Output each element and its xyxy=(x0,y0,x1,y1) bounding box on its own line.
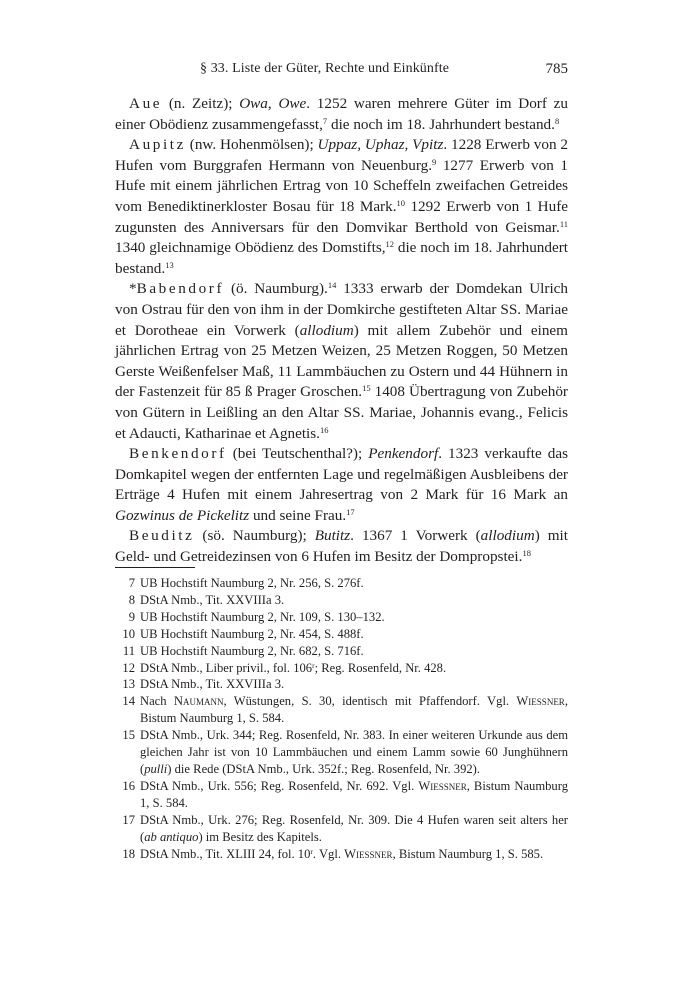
footnote-ref[interactable]: 17 xyxy=(346,506,355,517)
entry-text: die noch im 18. Jahrhundert bestand. xyxy=(327,115,555,133)
footnote-text xyxy=(140,660,568,677)
footnote-number: 13 xyxy=(122,677,135,692)
entry-text: . 1228 Erwerb von 2 Hufen vom Burggrafen Hermann von Neuenburg. xyxy=(115,136,568,174)
footnote-body: , Bistum Naumburg 1, S. 585. xyxy=(392,846,544,861)
footnote xyxy=(115,778,568,812)
location: (ö. Naumburg). xyxy=(224,280,328,298)
entry-text: ) mit allem Zubehör und einem jährlichen Ertrag von 25 Metzen Weizen, 25 Metzen Roggen, 50 Metzen Gerste Weißenfelser Maß, 11 Lammbäuchen zu Ostern und 44 Hühnern in der Fastenzeit für 85 ß Prager Groschen. xyxy=(115,321,568,401)
footnote-body: DStA Nmb., Urk. 556; Reg. Rosenfeld, Nr. 692. Vgl. xyxy=(140,778,419,793)
place-name: Beuditz xyxy=(129,527,195,545)
name-variant: Penkendorf xyxy=(368,445,439,463)
footnote-text xyxy=(140,693,568,727)
entry-text: 1340 gleichnamige Obödienz des Domstifts, xyxy=(115,239,386,257)
footnote-ref[interactable]: 14 xyxy=(327,280,337,291)
folio-superscript: r xyxy=(312,660,315,670)
location: (nw. Hohenmölsen); xyxy=(185,136,318,154)
main-text xyxy=(115,94,568,568)
footnote-body: DStA Nmb., Urk. 276; Reg. Rosenfeld, Nr. 309. Die 4 Hufen waren seit alters her ( xyxy=(140,812,568,844)
footnote xyxy=(115,592,568,609)
footnote-body: , Bistum Naumburg 1, S. 584. xyxy=(140,694,568,726)
footnote-text xyxy=(140,643,568,660)
footnote-number: 12 xyxy=(122,660,135,675)
footnote-number: 9 xyxy=(128,609,135,624)
author-name: Naumann xyxy=(173,694,224,709)
footnote-body: UB Hochstift Naumburg 2, Nr. 109, S. 130–132. xyxy=(140,609,385,624)
footnote-number: 14 xyxy=(122,694,135,709)
footnote-number: 10 xyxy=(122,626,135,641)
footnote-body: UB Hochstift Naumburg 2, Nr. 682, S. 716f. xyxy=(140,643,364,658)
entry-aue xyxy=(115,94,568,135)
footnote-body: , Wüstungen, S. 30, identisch mit Pfaffendorf. Vgl. xyxy=(223,694,517,709)
footnote-text xyxy=(140,727,568,778)
footnote xyxy=(115,575,568,592)
footnote-ref[interactable]: 9 xyxy=(432,156,437,167)
footnote-body: Nach xyxy=(140,694,174,709)
entry-text: 1408 Übertragung von Zubehör von Gütern in Leißling an den Altar SS. Mariae, Johannis evang., Felicis et Adaucti, Katharinae et Agnetis. xyxy=(115,383,568,442)
footnote xyxy=(115,846,568,863)
footnote-ref[interactable]: 10 xyxy=(396,197,406,208)
place-name: Aupitz xyxy=(129,136,186,154)
footnote xyxy=(115,727,568,778)
author-name: Wiessner xyxy=(344,846,393,861)
footnote-number: 17 xyxy=(122,812,135,827)
footnote-ref[interactable]: 16 xyxy=(319,424,329,435)
footnote-divider xyxy=(115,567,195,568)
footnote-text xyxy=(140,609,568,626)
footnote-text xyxy=(140,575,568,592)
entry-text: . 1252 waren mehrere Güter im Dorf zu einer Obödienz zusammengefasst, xyxy=(115,95,568,133)
footnote-ref[interactable]: 12 xyxy=(385,239,395,250)
entry-text: 1277 Erwerb von 1 Hufe mit einem jährlichen Ertrag von 10 Scheffeln zweifachen Getreides vom Benediktinerkloster Bosau für 18 Mark. xyxy=(115,156,568,215)
footnote-body: UB Hochstift Naumburg 2, Nr. 454, S. 488f. xyxy=(140,626,364,641)
page-header xyxy=(115,61,568,81)
footnote xyxy=(115,660,568,677)
entry-text: . 1367 1 Vorwerk ( xyxy=(350,527,481,545)
footnote-text xyxy=(140,676,568,693)
location: (sö. Naumburg); xyxy=(194,527,315,545)
entry-aupitz xyxy=(115,135,568,279)
footnote-number: 15 xyxy=(122,728,135,743)
footnote-body: UB Hochstift Naumburg 2, Nr. 256, S. 276f. xyxy=(140,576,364,590)
footnote-body: . Vgl. xyxy=(312,846,345,861)
footnote-body: ) im Besitz des Kapitels. xyxy=(198,829,322,844)
wuestung-marker: * xyxy=(129,280,137,298)
entry-text: 1292 Erwerb von 1 Hufe zugunsten des Anniversars für den Domvikar Berthold von Geismar. xyxy=(115,197,568,236)
footnote-ref[interactable]: 18 xyxy=(522,548,531,559)
separator: , xyxy=(267,95,279,112)
footnote-body: DStA Nmb., Tit. XXVIIIa 3. xyxy=(140,592,285,607)
footnote-body: DStA Nmb., Urk. 344; Reg. Rosenfeld, Nr. 383. In einer weiteren Urkunde aus dem gleichen Jahr ist von 10 Lammbäuchen und einem Lamm sowie 60 Junghühnern ( xyxy=(140,728,568,776)
footnote-body: ) die Rede (DStA Nmb., Urk. 352f.; Reg. Rosenfeld, Nr. 392). xyxy=(167,761,480,776)
footnote xyxy=(115,693,568,727)
entry-text: . 1323 verkaufte das Domkapitel wegen der entfernten Lage und regelmäßigen Ausbleibens der Erträge 4 Hufen mit einem Jahresertrag von 2 Mark für 16 Mark an xyxy=(115,445,568,504)
name-variants: Uppaz, Uphaz, Vpitz xyxy=(317,136,444,154)
name-variant: Owe xyxy=(278,95,307,112)
latin-term: ab antiquo xyxy=(144,829,199,844)
footnote-number: 7 xyxy=(128,576,135,590)
entry-text: 1333 erwarb der Domdekan Ulrich von Ostrau für den von ihm in der Domkirche gestifteten Altar SS. Mariae et Dorotheae ein Vorwerk ( xyxy=(115,280,568,339)
footnote-body: ; Reg. Rosenfeld, Nr. 428. xyxy=(314,660,447,675)
running-head: § 33. Liste der Güter, Rechte und Einkünfte xyxy=(200,61,450,76)
footnote-number: 18 xyxy=(122,846,135,861)
footnote xyxy=(115,676,568,693)
entry-text: und seine Frau. xyxy=(249,506,347,524)
footnote-text xyxy=(140,812,568,846)
place-name: Babendorf xyxy=(136,280,225,298)
footnote-ref[interactable]: 7 xyxy=(322,115,328,126)
entry-babendorf xyxy=(115,279,568,444)
footnote-body: DStA Nmb., Liber privil., fol. 106 xyxy=(140,660,313,675)
footnote-ref[interactable]: 8 xyxy=(554,115,560,126)
footnote-ref[interactable]: 11 xyxy=(559,218,568,229)
footnote-text xyxy=(140,778,568,812)
name-variant: Owa xyxy=(239,95,268,112)
location: (bei Teutschenthal?); xyxy=(226,445,369,463)
entry-text: ) mit Geld- und Getreidezinsen von 6 Hufen im Besitz der Dompropstei. xyxy=(115,527,568,566)
author-name: Wiessner xyxy=(516,694,565,709)
footnote-number: 8 xyxy=(128,592,135,607)
footnotes xyxy=(115,575,568,862)
entry-beuditz xyxy=(115,526,568,567)
name-variant: Butitz xyxy=(314,527,351,545)
footnote xyxy=(115,626,568,643)
footnote xyxy=(115,812,568,846)
latin-term: allodium xyxy=(480,527,535,545)
footnote-body: , Bistum Naumburg 1, S. 584. xyxy=(140,778,568,810)
entry-benkendorf xyxy=(115,444,568,526)
footnote-body: DStA Nmb., Tit. XLIII 24, fol. 10 xyxy=(140,846,311,861)
page-number: 785 xyxy=(545,61,568,77)
latin-term: allodium xyxy=(299,321,354,339)
location: (n. Zeitz); xyxy=(162,95,240,112)
footnote-ref[interactable]: 15 xyxy=(362,383,371,394)
footnote xyxy=(115,609,568,626)
footnote-text xyxy=(140,626,568,643)
latin-term: pulli xyxy=(144,761,168,776)
footnote-body: DStA Nmb., Tit. XXVIIIa 3. xyxy=(140,677,285,692)
place-name: Aue xyxy=(129,95,163,112)
person-name: Gozwinus de Pickelitz xyxy=(115,506,250,524)
footnote-number: 11 xyxy=(122,643,135,658)
folio-superscript: r xyxy=(310,846,313,856)
footnote xyxy=(115,643,568,660)
place-name: Benkendorf xyxy=(129,445,227,463)
entry-text: die noch im 18. Jahrhundert bestand. xyxy=(115,239,568,277)
footnote-ref[interactable]: 13 xyxy=(165,259,174,270)
footnote-number: 16 xyxy=(122,778,135,793)
author-name: Wiessner xyxy=(418,778,467,793)
footnote-text xyxy=(140,846,568,863)
footnote-text xyxy=(140,592,568,609)
